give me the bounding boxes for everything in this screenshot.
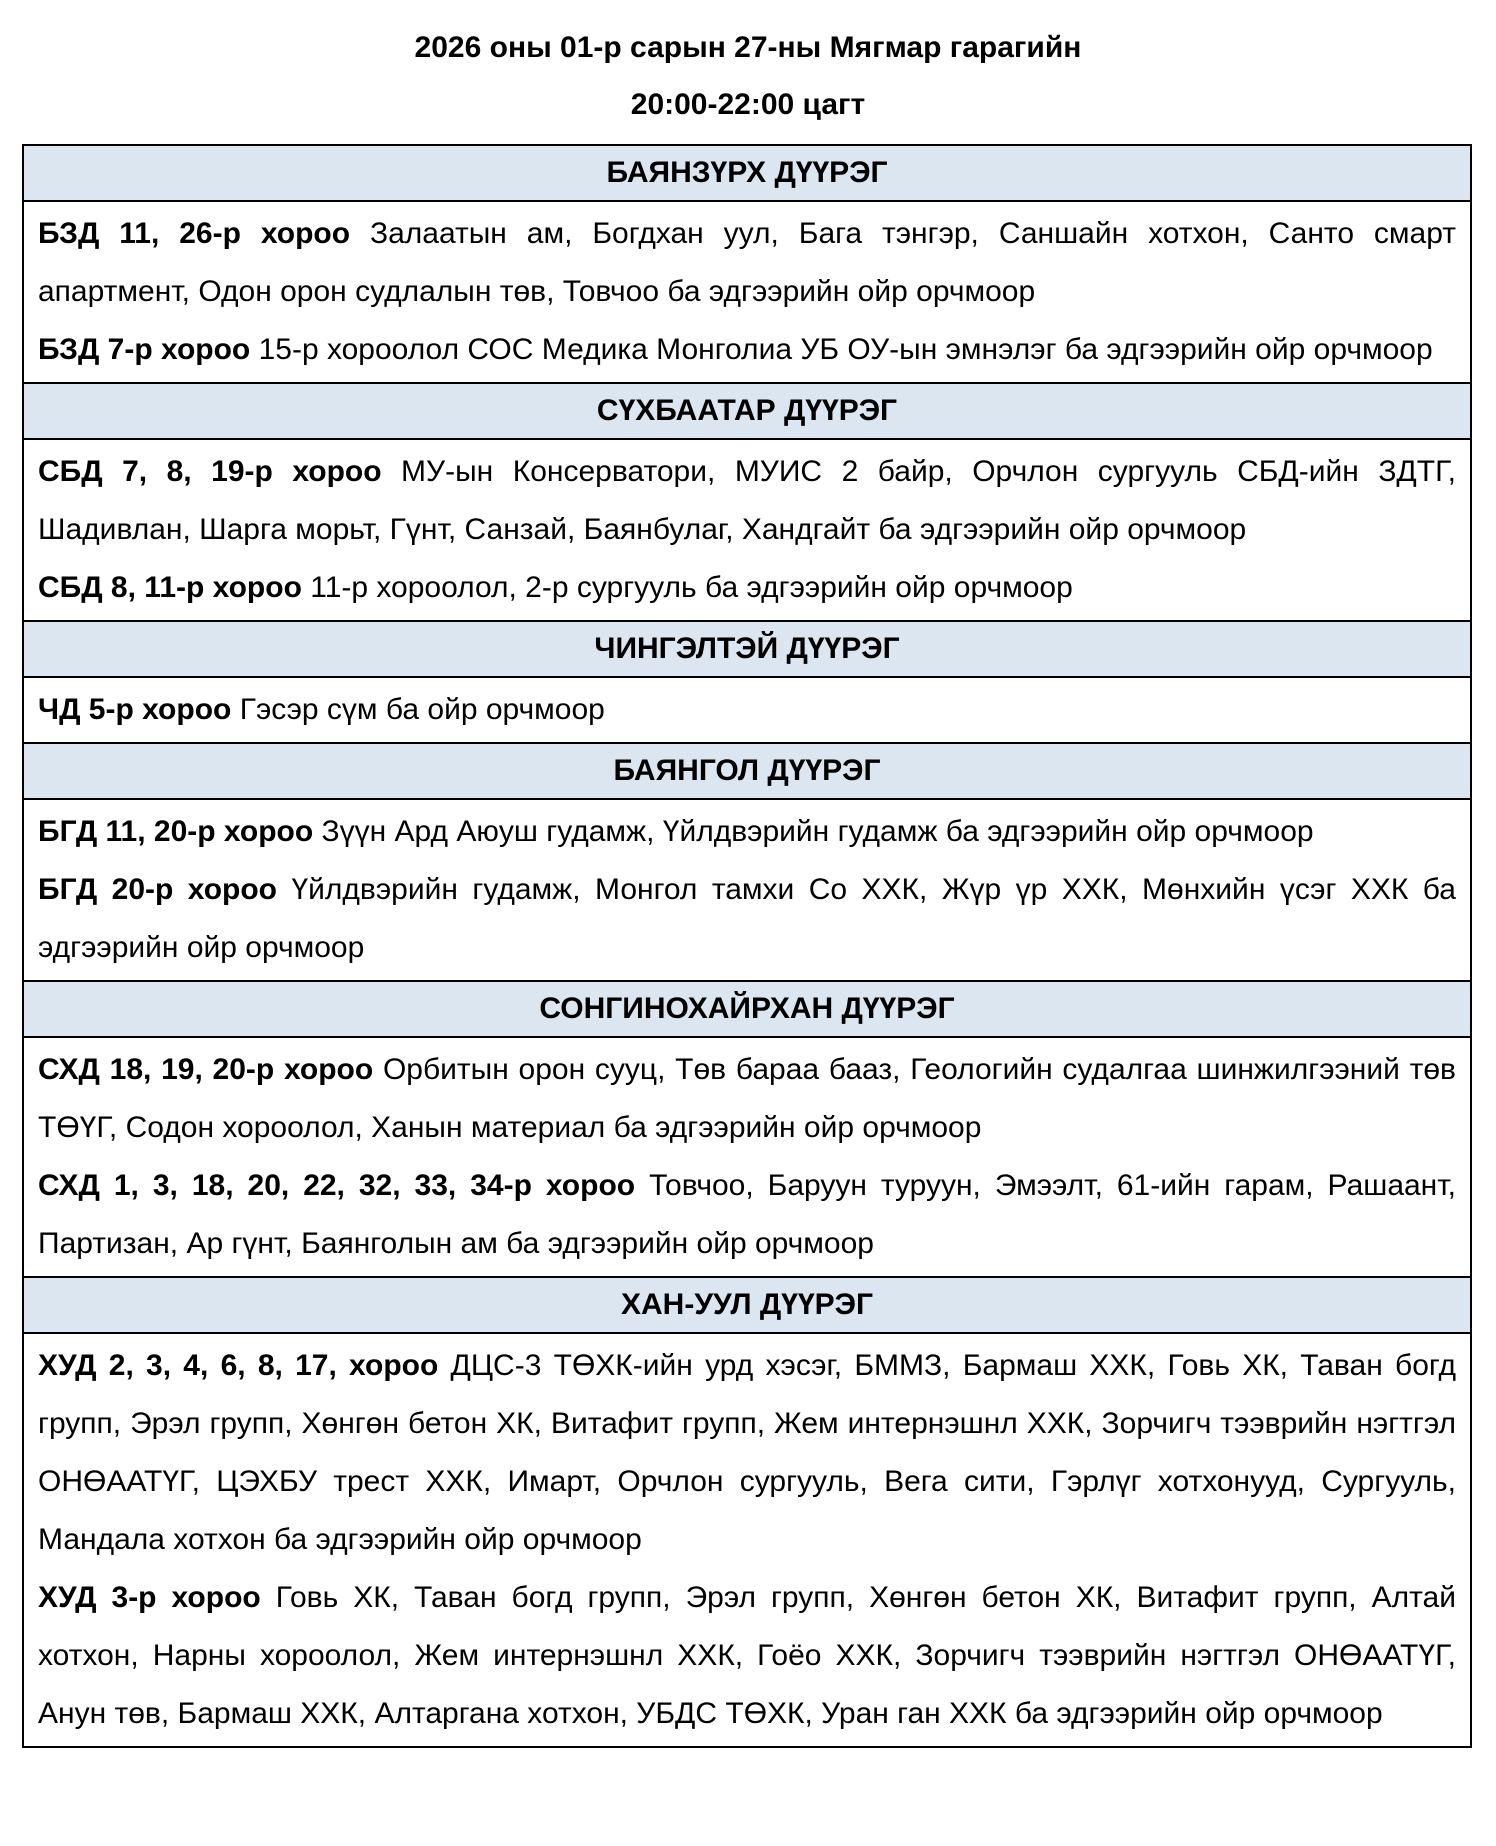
district-entries (23, 1037, 1471, 1277)
district-body-row (23, 677, 1471, 743)
district-entries (23, 1333, 1471, 1747)
district-header-row (23, 621, 1471, 677)
district-header-row (23, 743, 1471, 799)
khoroo-label: СБД 7, 8, 19-р хороо (38, 455, 382, 488)
places-text: Орбитын орон сууц, Төв бараа бааз, Геологийн судалгаа шинжилгээний төв ТӨҮГ, Содон хороолол, Ханын материал ба эдгээрийн ойр орчмоор (38, 1053, 1456, 1144)
khoroo-entry (38, 681, 1456, 739)
places-text: 15-р хороолол СОС Медика Монголиа УБ ОУ-ын эмнэлэг ба эдгээрийн ойр орчмоор (250, 333, 1433, 366)
khoroo-entry (38, 1337, 1456, 1569)
district-body-row (23, 1037, 1471, 1277)
khoroo-entry (38, 205, 1456, 321)
district-entries (23, 799, 1471, 981)
document-title: 2026 оны 01-р сарын 27-ны Мягмар гарагийн (414, 31, 1082, 64)
places-text: ДЦС-3 ТӨХК-ийн урд хэсэг, БММЗ, Бармаш ХХК, Говь ХК, Таван богд групп, Эрэл групп, Хөнгөн бетон ХК, Витафит групп, Жем интернэшнл ХХК, Зорчигч тээврийн нэгтгэл ОНӨААТҮГ, ЦЭХБУ трест ХХК, Имарт, Орчлон сургууль, Вега сити, Гэрлүг хотхонууд, Сургууль, Мандала хотхон ба эдгээрийн ойр орчмоор (38, 1349, 1456, 1556)
khoroo-entry (38, 443, 1456, 559)
district-name: БАЯНЗҮРХ ДҮҮРЭГ (23, 145, 1471, 201)
district-body-row (23, 439, 1471, 621)
khoroo-entry (38, 1041, 1456, 1157)
time-range: 20:00-22:00 цагт (630, 88, 866, 121)
khoroo-entry (38, 1569, 1456, 1743)
khoroo-entry (38, 321, 1456, 379)
district-body-row (23, 201, 1471, 383)
district-entries (23, 201, 1471, 383)
district-entries (23, 439, 1471, 621)
places-text: Гэсэр сүм ба ойр орчмоор (231, 693, 605, 726)
district-name: СОНГИНОХАЙРХАН ДҮҮРЭГ (23, 981, 1471, 1037)
district-name: СҮХБААТАР ДҮҮРЭГ (23, 383, 1471, 439)
places-text: Залаатын ам, Богдхан уул, Бага тэнгэр, Саншайн хотхон, Санто смарт апартмент, Одон орон судлалын төв, Товчоо ба эдгээрийн ойр орчмоор (38, 217, 1456, 308)
places-text: Үйлдвэрийн гудамж, Монгол тамхи Со ХХК, Жүр үр ХХК, Мөнхийн үсэг ХХК ба эдгээрийн ойр орчмоор (38, 873, 1456, 964)
district-name: ХАН-УУЛ ДҮҮРЭГ (23, 1277, 1471, 1333)
khoroo-label: БГД 11, 20-р хороо (38, 815, 314, 848)
khoroo-entry (38, 559, 1456, 617)
district-header-row (23, 981, 1471, 1037)
khoroo-label: СХД 18, 19, 20-р хороо (38, 1053, 374, 1086)
district-body-row (23, 799, 1471, 981)
district-header-row (23, 1277, 1471, 1333)
khoroo-label: БЗД 7-р хороо (38, 333, 251, 366)
district-entries (23, 677, 1471, 743)
places-text: Зүүн Ард Аюуш гудамж, Үйлдвэрийн гудамж ба эдгээрийн ойр орчмоор (313, 815, 1314, 848)
district-header-row (23, 145, 1471, 201)
district-header-row (23, 383, 1471, 439)
khoroo-entry (38, 803, 1456, 861)
khoroo-label: БГД 20-р хороо (38, 873, 278, 906)
khoroo-label: СБД 8, 11-р хороо (38, 571, 302, 604)
khoroo-entry (38, 1157, 1456, 1273)
district-name: ЧИНГЭЛТЭЙ ДҮҮРЭГ (23, 621, 1471, 677)
places-text: 11-р хороолол, 2-р сургууль ба эдгээрийн ойр орчмоор (301, 571, 1073, 604)
district-body-row (23, 1333, 1471, 1747)
district-name: БАЯНГОЛ ДҮҮРЭГ (23, 743, 1471, 799)
khoroo-entry (38, 861, 1456, 977)
schedule-table (22, 144, 1472, 1748)
places-text: Товчоо, Баруун туруун, Эмээлт, 61-ийн гарам, Рашаант, Партизан, Ар гүнт, Баянголын ам ба эдгээрийн ойр орчмоор (38, 1169, 1457, 1260)
places-text: МУ-ын Консерватори, МУИС 2 байр, Орчлон сургууль СБД-ийн ЗДТГ, Шадивлан, Шарга морьт, Гүнт, Санзай, Баянбулаг, Хандгайт ба эдгээрийн ойр орчмоор (38, 455, 1456, 546)
places-text: Говь ХК, Таван богд групп, Эрэл групп, Хөнгөн бетон ХК, Витафит групп, Алтай хотхон, Нарны хороолол, Жем интернэшнл ХХК, Гоёо ХХК, Зорчигч тээврийн нэгтгэл ОНӨААТҮГ, Анун төв, Бармаш ХХК, Алтаргана хотхон, УБДС ТӨХК, Уран ган ХХК ба эдгээрийн ойр орчмоор (38, 1581, 1456, 1730)
khoroo-label: БЗД 11, 26-р хороо (38, 217, 351, 250)
khoroo-label: ХУД 2, 3, 4, 6, 8, 17, хороо (38, 1349, 439, 1382)
khoroo-label: СХД 1, 3, 18, 20, 22, 32, 33, 34-р хороо (38, 1169, 636, 1202)
khoroo-label: ЧД 5-р хороо (38, 693, 232, 726)
khoroo-label: ХУД 3-р хороо (38, 1581, 261, 1614)
